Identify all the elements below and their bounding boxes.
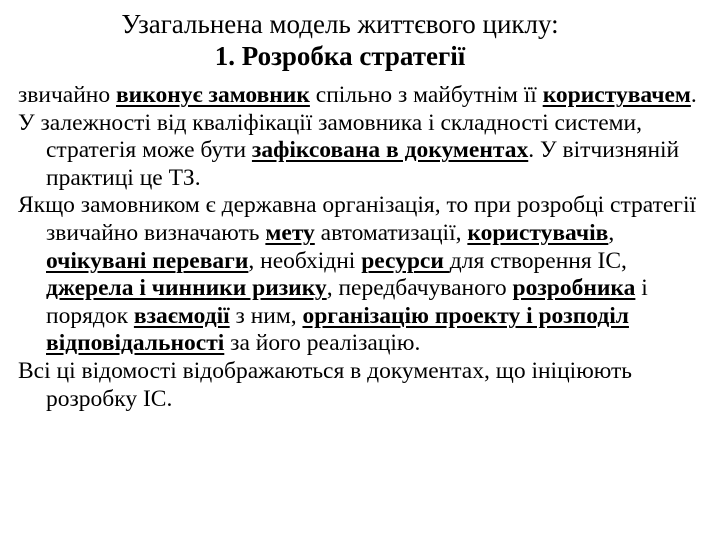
emphasis-text: очікувані переваги: [46, 247, 249, 274]
emphasis-text: взаємодії: [133, 302, 230, 329]
paragraph-text: звичайно: [18, 82, 116, 108]
paragraph-text: Всі ці відомості відображаються в документах, що ініціюють розробку ІС.: [18, 357, 632, 412]
emphasis-text: ресурси: [361, 247, 450, 274]
paragraph-text: ,: [608, 219, 615, 246]
emphasis-text: джерела і чинники ризику: [46, 275, 327, 302]
emphasis-text: організацію проекту і розподіл відповідальності: [46, 302, 629, 357]
paragraph-text: з ним,: [229, 302, 303, 329]
emphasis-text: виконує замовник: [115, 82, 310, 108]
paragraph-text: за його реалізацію.: [224, 330, 421, 357]
emphasis-text: мету: [265, 219, 315, 246]
paragraph-4: [18, 358, 708, 413]
paragraph-text: , необхідні: [248, 247, 362, 274]
paragraph-text: і порядок: [46, 275, 648, 329]
slide-title: [0, 8, 720, 72]
paragraph-text: автоматизації,: [314, 219, 468, 246]
paragraph-2: [18, 110, 708, 193]
title-line-2: 1. Розробка стратегії: [214, 41, 466, 71]
emphasis-text: користувачів: [467, 219, 609, 246]
paragraph-1: [18, 82, 708, 110]
paragraph-text: .: [690, 82, 697, 108]
paragraph-text: У залежності від кваліфікації замовника і складності системи, стратегія може бути: [18, 109, 642, 164]
paragraph-text: . У вітчизняній практиці це ТЗ.: [46, 137, 680, 191]
emphasis-text: користувачем: [542, 82, 691, 108]
paragraph-text: для створення ІС,: [449, 247, 627, 274]
title-line-1: Узагальнена модель життєвого циклу:: [121, 9, 559, 39]
emphasis-text: зафіксована в документах: [251, 137, 529, 164]
paragraph-3: [18, 192, 708, 358]
emphasis-text: розробника: [512, 275, 636, 302]
paragraph-text: , передбачуваного: [326, 275, 513, 302]
paragraph-text: Якщо замовником є державна організація, то при розробці стратегії звичайно визначають: [18, 192, 697, 246]
slide-body: [18, 82, 708, 413]
paragraph-text: спільно з майбутнім її: [309, 82, 543, 108]
